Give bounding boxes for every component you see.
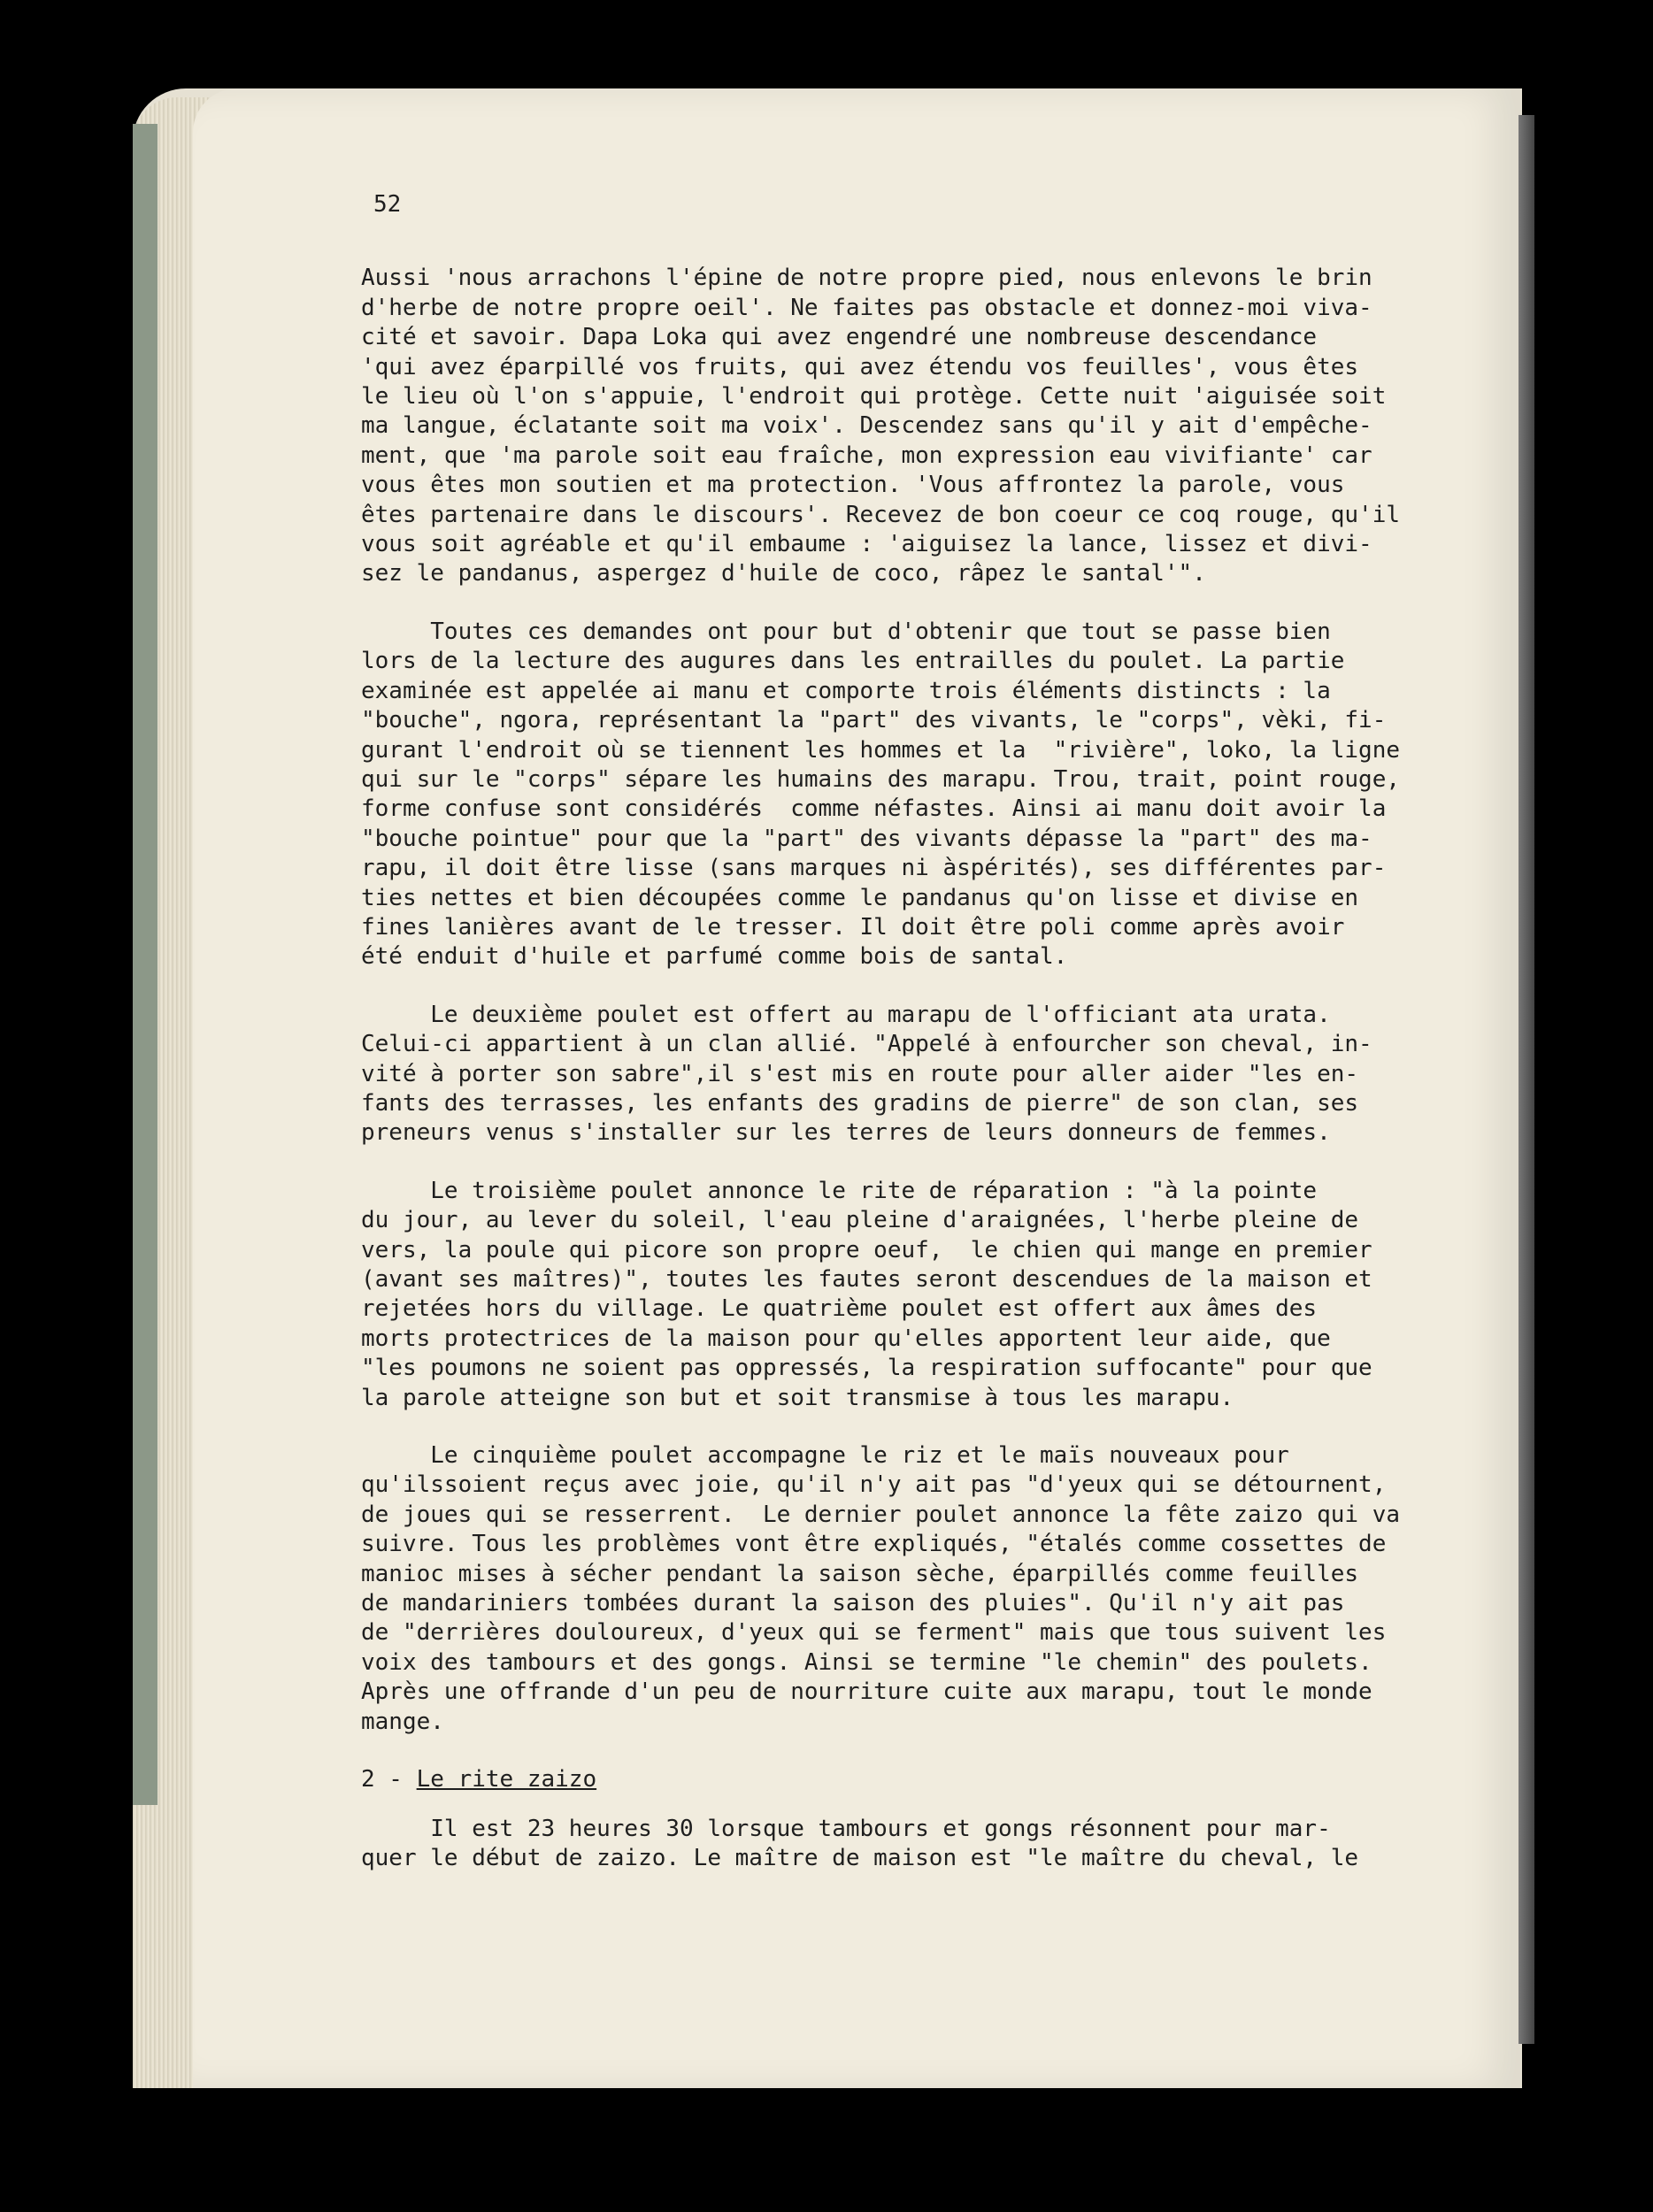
line: d'herbe de notre propre oeil'. Ne faites pas obstacle et donnez-moi viva- [361,294,1372,321]
line: "les poumons ne soient pas oppressés, la respiration suffocante" pour que [361,1355,1372,1382]
line: été enduit d'huile et parfumé comme bois de santal. [361,943,1068,971]
line: manioc mises à sécher pendant la saison sèche, éparpillés comme feuilles [361,1560,1359,1587]
line: Le deuxième poulet est offert au marapu de l'officiant ata urata. [361,1001,1331,1028]
line: voix des tambours et des gongs. Ainsi se termine "le chemin" des poulets. [361,1648,1372,1676]
line: de joues qui se resserrent. Le dernier poulet annonce la fête zaizo qui va [361,1501,1400,1528]
section-heading [361,1765,1449,1794]
line: Le cinquième poulet accompagne le riz et le maïs nouveaux pour [361,1442,1289,1470]
line: quer le début de zaizo. Le maître de maison est "le maître du cheval, le [361,1844,1359,1871]
page-number: 52 [373,191,402,218]
line: du jour, au lever du soleil, l'eau pleine d'araignées, l'herbe pleine de [361,1207,1359,1234]
line: preneurs venus s'installer sur les terres de leurs donneurs de femmes. [361,1119,1331,1147]
line: fants des terrasses, les enfants des gradins de pierre" de son clan, ses [361,1089,1359,1117]
line: Celui-ci appartient à un clan allié. "Appelé à enfourcher son cheval, in- [361,1031,1372,1058]
line: "bouche pointue" pour que la "part" des vivants dépasse la "part" des ma- [361,825,1372,852]
line: gurant l'endroit où se tiennent les hommes et la "rivière", loko, la ligne [361,736,1400,764]
page-right-edge [1518,115,1534,2044]
line: rapu, il doit être lisse (sans marques ni àspérités), ses différentes par- [361,855,1387,882]
line: Il est 23 heures 30 lorsque tambours et gongs résonnent pour mar- [361,1815,1331,1842]
line: examinée est appelée ai manu et comporte trois éléments distincts : la [361,677,1331,704]
section-number: 2 - [361,1766,417,1793]
paragraph-4 [361,1177,1449,1413]
line: la parole atteigne son but et soit transmise à tous les marapu. [361,1384,1234,1411]
line: fines lanières avant de le tresser. Il doit être poli comme après avoir [361,913,1345,941]
line: qui sur le "corps" sépare les humains des marapu. Trou, trait, point rouge, [361,765,1400,793]
paragraph-1 [361,264,1449,588]
line: de "derrières douloureux, d'yeux qui se ferment" mais que tous suivent les [361,1619,1387,1647]
line: Toutes ces demandes ont pour but d'obtenir que tout se passe bien [361,618,1331,645]
line: ment, que 'ma parole soit eau fraîche, mon expression eau vivifiante' car [361,442,1372,469]
line: suivre. Tous les problèmes vont être expliqués, "étalés comme cossettes de [361,1531,1387,1558]
line: rejetées hors du village. Le quatrième poulet est offert aux âmes des [361,1295,1318,1323]
page-content [361,190,1449,1901]
line: vous soit agréable et qu'il embaume : 'aiguisez la lance, lissez et divi- [361,531,1372,558]
line: Le troisième poulet annonce le rite de réparation : "à la pointe [361,1177,1318,1204]
line: vous êtes mon soutien et ma protection. 'Vous affrontez la parole, vous [361,472,1345,499]
line: morts protectrices de la maison pour qu'elles apportent leur aide, que [361,1325,1331,1352]
line: (avant ses maîtres)", toutes les fautes seront descendues de la maison et [361,1266,1372,1293]
line: vité à porter son sabre",il s'est mis en route pour aller aider "les en- [361,1060,1359,1087]
line: êtes partenaire dans le discours'. Recevez de bon coeur ce coq rouge, qu'il [361,501,1400,528]
section-title: Le rite zaizo [416,1766,597,1793]
line: de mandariniers tombées durant la saison des pluies". Qu'il n'y ait pas [361,1590,1345,1617]
line: le lieu où l'on s'appuie, l'endroit qui protège. Cette nuit 'aiguisée soit [361,383,1387,411]
line: ma langue, éclatante soit ma voix'. Descendez sans qu'il y ait d'empêche- [361,412,1372,440]
book-spine-strip [133,124,158,1805]
paragraph-3 [361,1001,1449,1148]
line: sez le pandanus, aspergez d'huile de coco, râpez le santal'". [361,560,1206,588]
line: "bouche", ngora, représentant la "part" des vivants, le "corps", vèki, fi- [361,707,1387,734]
line: forme confuse sont considérés comme néfastes. Ainsi ai manu doit avoir la [361,795,1387,823]
line: vers, la poule qui picore son propre oeuf, le chien qui mange en premier [361,1236,1372,1263]
line: lors de la lecture des augures dans les entrailles du poulet. La partie [361,648,1345,675]
line: cité et savoir. Dapa Loka qui avez engendré une nombreuse descendance [361,324,1318,351]
line: qu'ilssoient reçus avec joie, qu'il n'y ait pas "d'yeux qui se détournent, [361,1471,1387,1499]
line: mange. [361,1708,444,1735]
paragraph-2 [361,618,1449,972]
paragraph-5 [361,1441,1449,1737]
line: 'qui avez éparpillé vos fruits, qui avez étendu vos feuilles', vous êtes [361,353,1359,380]
line: Après une offrande d'un peu de nourriture cuite aux marapu, tout le monde [361,1678,1372,1706]
line: ties nettes et bien découpées comme le pandanus qu'on lisse et divise en [361,884,1359,911]
paragraph-6 [361,1815,1449,1874]
line: Aussi 'nous arrachons l'épine de notre propre pied, nous enlevons le brin [361,265,1372,292]
